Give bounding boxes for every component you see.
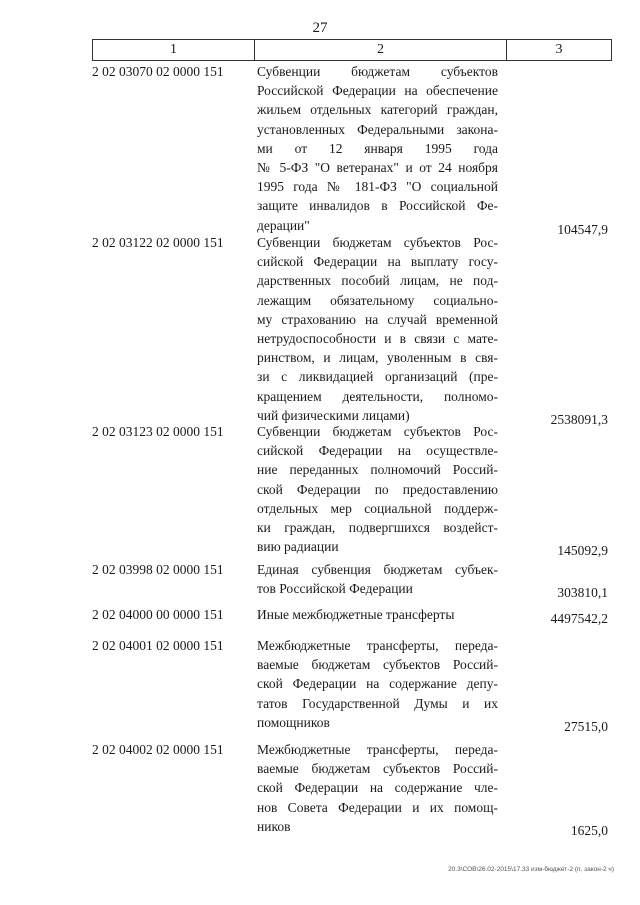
amount-value: 2538091,3 — [550, 411, 608, 427]
column-header-3: 3 — [555, 42, 563, 57]
amount-value: 145092,9 — [557, 543, 608, 559]
budget-code: 2 02 03070 02 0000 151 — [92, 64, 224, 79]
description-line: ской Федерации на содержание депу- — [257, 676, 498, 692]
footer-file-path: 20.3\СОВ\26.02-2015\17.33 изм-бюджет-2 (п. закон-2 ч) — [448, 866, 614, 873]
description-line: Межбюджетные трансферты, переда- — [257, 638, 498, 653]
description-line: ки граждан, подвергшихся воздейст- — [257, 520, 498, 536]
description-line: нетрудоспособности и в связи с мате- — [257, 331, 498, 347]
description-line: ринством, и лицам, уволенным в свя- — [257, 350, 498, 366]
revenue-description — [257, 560, 498, 598]
amount-value: 27515,0 — [564, 718, 608, 734]
budget-code: 2 02 03998 02 0000 151 — [92, 562, 224, 577]
description-line: ми от 12 января 1995 года — [257, 140, 498, 156]
description-line: защите инвалидов в Российской Фе- — [257, 198, 498, 214]
description-line: ников — [257, 818, 291, 834]
description-line: ваемые бюджетам субъектов Россий- — [257, 657, 498, 673]
description-line: лежащим обязательному социально- — [257, 292, 498, 308]
revenue-description — [257, 636, 498, 732]
page-number: 27 — [312, 20, 328, 36]
description-line: му страхованию на случай временной — [257, 311, 498, 327]
revenue-description — [257, 605, 498, 624]
description-line: Единая субвенция бюджетам субъек- — [257, 562, 498, 577]
description-line: Субвенции бюджетам субъектов — [257, 64, 498, 79]
amount-value: 4497542,2 — [550, 611, 608, 626]
description-line: нов Совета Федерации и их помощ- — [257, 799, 498, 815]
description-line: сийской Федерации на выплату госу- — [257, 254, 498, 270]
revenue-description — [257, 740, 498, 836]
budget-code: 2 02 03122 02 0000 151 — [92, 235, 224, 250]
description-line: тов Российской Федерации — [257, 581, 413, 597]
description-line: Иные межбюджетные трансферты — [257, 607, 455, 622]
description-line: № 5-ФЗ "О ветеранах" и от 24 ноября — [257, 160, 498, 176]
description-line: татов Государственной Думы и их — [257, 695, 498, 711]
revenue-description — [257, 62, 498, 235]
budget-code: 2 02 04000 00 0000 151 — [92, 607, 224, 622]
description-line: Российской Федерации на обеспечение — [257, 83, 498, 99]
description-line: зи с ликвидацией организаций (пре- — [257, 369, 498, 385]
revenue-description — [257, 422, 498, 556]
description-line: дерации" — [257, 217, 310, 233]
budget-code: 2 02 03123 02 0000 151 — [92, 424, 224, 439]
description-line: отдельных мер социальной поддерж- — [257, 500, 498, 516]
column-header-1: 1 — [93, 40, 255, 60]
budget-code: 2 02 04001 02 0000 151 — [92, 638, 224, 653]
description-line: установленных Федеральными законa- — [257, 121, 498, 137]
amount-value: 303810,1 — [557, 585, 608, 601]
description-line: чий физическими лицами) — [257, 407, 410, 423]
amount-value: 104547,9 — [557, 221, 608, 237]
description-line: ние переданных полномочий Россий- — [257, 462, 498, 478]
description-line: помощников — [257, 714, 330, 730]
revenue-description — [257, 233, 498, 425]
description-line: дарственных пособий лицам, не под- — [257, 273, 498, 289]
description-line: вию радиации — [257, 539, 339, 555]
description-line: 1995 года № 181-ФЗ "О социальной — [257, 179, 498, 195]
table-header — [92, 39, 612, 61]
description-line: ской Федерации на содержание чле- — [257, 780, 498, 796]
description-line: ской Федерации по предоставлению — [257, 481, 498, 497]
description-line: кращением деятельности, полномо- — [257, 388, 498, 404]
description-line: жильем отдельных категорий граждан, — [257, 102, 498, 118]
description-line: сийской Федерации на осуществле- — [257, 443, 498, 459]
description-line: Субвенции бюджетам субъектов Рос- — [257, 235, 498, 250]
description-line: ваемые бюджетам субъектов Россий- — [257, 761, 498, 777]
description-line: Межбюджетные трансферты, переда- — [257, 742, 498, 757]
budget-code: 2 02 04002 02 0000 151 — [92, 742, 224, 757]
description-line: Субвенции бюджетам субъектов Рос- — [257, 424, 498, 439]
amount-value: 1625,0 — [570, 822, 608, 838]
column-header-2: 2 — [255, 40, 507, 60]
